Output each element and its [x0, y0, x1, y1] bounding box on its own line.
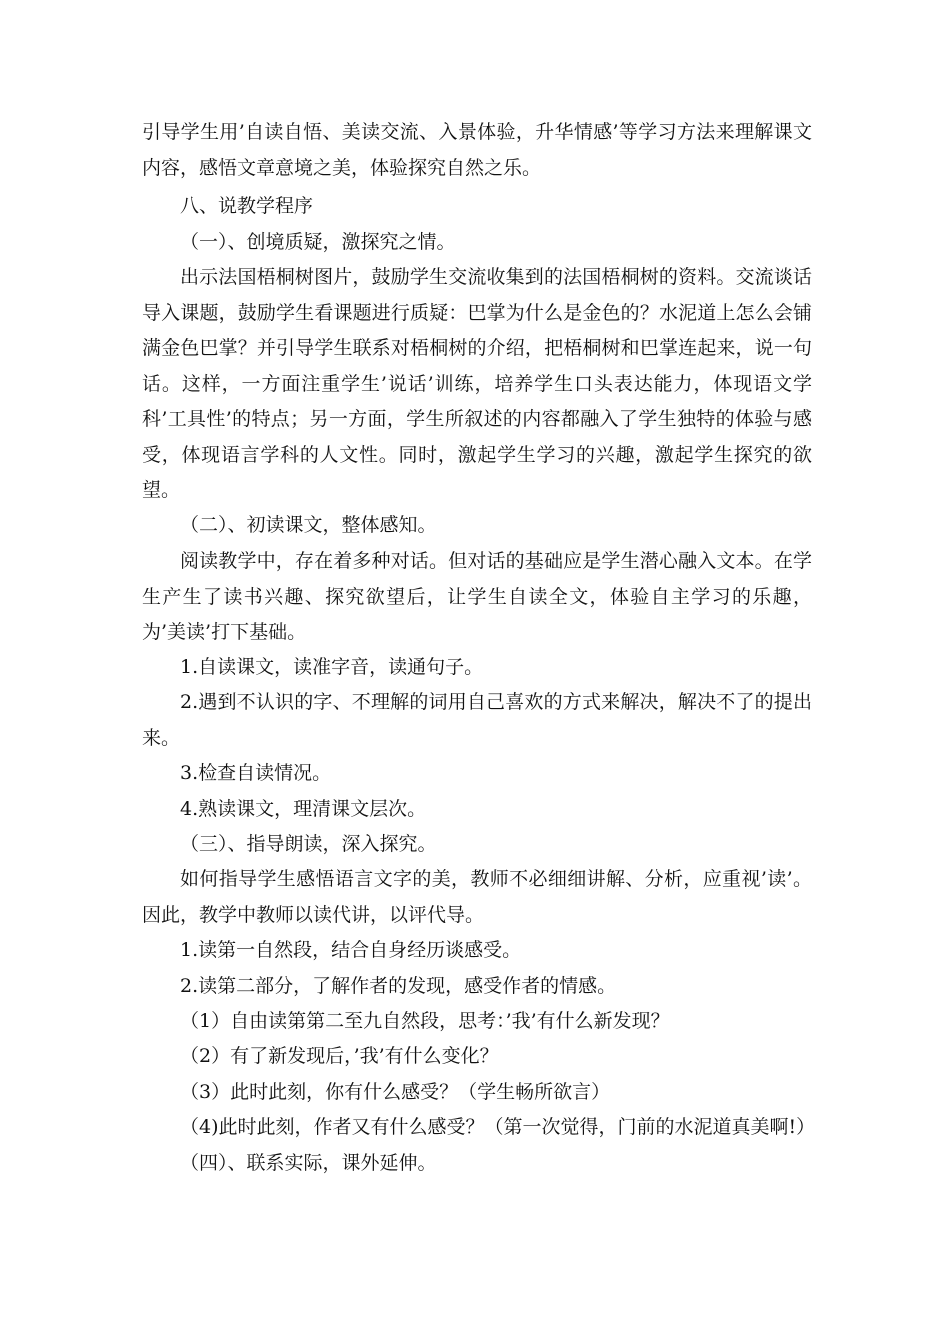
- section-heading-3: （三）、指导朗读，深入探究。: [180, 833, 437, 855]
- list-item-1: 1.自读课文，读准字音，读通句子。: [180, 656, 484, 678]
- sub-item-3: （3）此时此刻，你有什么感受？（学生畅所欲言）: [180, 1081, 611, 1103]
- paragraph-guided-reading: 如何指导学生感悟语言文字的美，教师不必细细讲解、分析，应重视’读’。因此，教学中教师以读代讲，以评代导。: [142, 868, 812, 926]
- sub-item-4: （4)此时此刻，作者又有什么感受？（第一次觉得，门前的水泥道真美啊!）: [180, 1116, 816, 1138]
- section-heading-1: （一）、创境质疑，激探究之情。: [180, 231, 456, 253]
- paragraph-reading-dialogue: 阅读教学中，存在着多种对话。但对话的基础应是学生潜心融入文本。在学生产生了读书兴趣、探究欲望后，让学生自读全文，体验自主学习的乐趣，为’美读’打下基础。: [142, 550, 812, 643]
- section-heading-4: （四）、联系实际，课外延伸。: [180, 1152, 437, 1174]
- paragraph-intro-topic: 出示法国梧桐树图片，鼓励学生交流收集到的法国梧桐树的资料。交流谈话导入课题，鼓励学生看课题进行质疑：巴掌为什么是金色的？水泥道上怎么会铺满金色巴掌？并引导学生联系对梧桐树的介绍，把梧桐树和巴掌连起来，说一句话。这样，一方面注重学生’说话’训练，培养学生口头表达能力，体现语文学科’工具性’的特点；另一方面，学生所叙述的内容都融入了学生独特的体验与感受，体现语言学科的人文性。同时，激起学生学习的兴趣，激起学生探究的欲望。: [142, 266, 812, 501]
- paragraph-learning-methods: 引导学生用’自读自悟、美读交流、入景体验，升华情感’等学习方法来理解课文内容，感悟文章意境之美，体验探究自然之乐。: [142, 121, 812, 179]
- heading-teaching-procedure: 八、说教学程序: [180, 195, 314, 217]
- list-item-read-2: 2.读第二部分，了解作者的发现，感受作者的情感。: [180, 975, 617, 997]
- list-item-4: 4.熟读课文，理清课文层次。: [180, 798, 427, 820]
- list-item-3: 3.检查自读情况。: [180, 762, 332, 784]
- section-heading-2: （二）、初读课文，整体感知。: [180, 514, 437, 536]
- list-item-read-1: 1.读第一自然段，结合自身经历谈感受。: [180, 939, 522, 961]
- sub-item-1: （1）自由读第第二至九自然段，思考：’我’有什么新发现？: [180, 1010, 670, 1032]
- list-item-2: 2.遇到不认识的字、不理解的词用自己喜欢的方式来解决，解决不了的提出来。: [142, 691, 812, 749]
- sub-item-2: （2）有了新发现后，’我’有什么变化？: [180, 1045, 499, 1067]
